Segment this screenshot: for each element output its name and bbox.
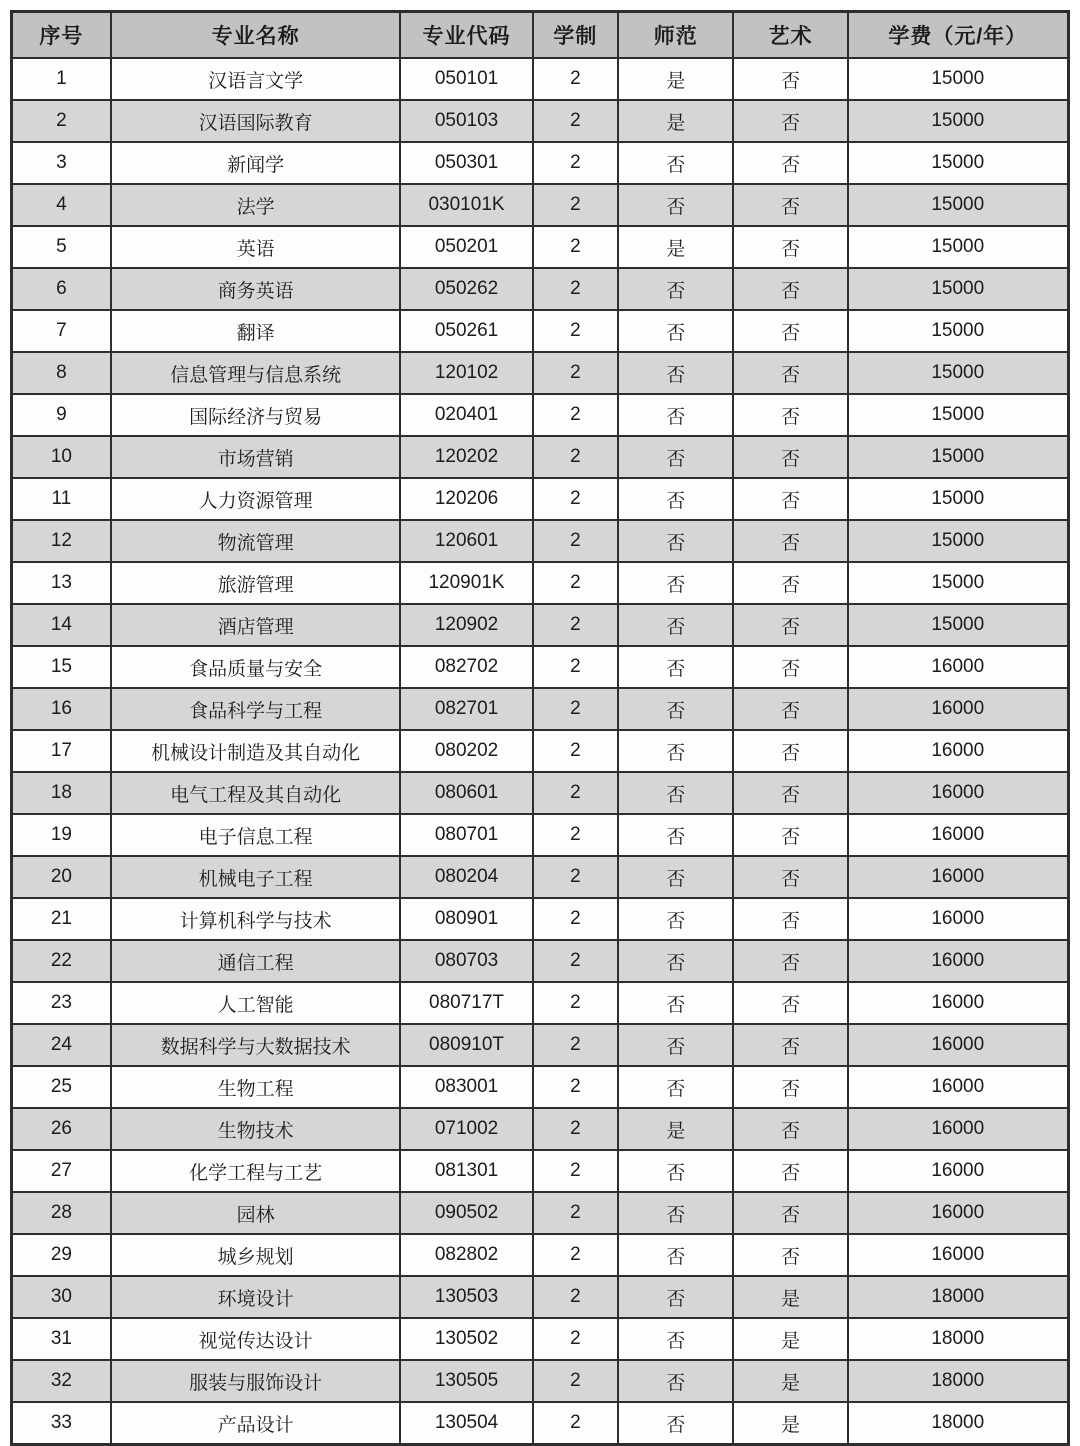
table-cell-art: 否 bbox=[733, 604, 847, 646]
table-cell-tuition: 16000 bbox=[848, 772, 1069, 814]
table-cell-art: 否 bbox=[733, 352, 847, 394]
table-cell-normal-education: 否 bbox=[618, 730, 733, 772]
table-cell-index: 3 bbox=[12, 142, 111, 184]
table-cell-duration: 2 bbox=[533, 1066, 619, 1108]
table-cell-duration: 2 bbox=[533, 604, 619, 646]
table-cell-major-code: 082701 bbox=[400, 688, 532, 730]
column-header-normal-education: 师范 bbox=[618, 12, 733, 59]
table-cell-duration: 2 bbox=[533, 898, 619, 940]
table-cell-duration: 2 bbox=[533, 688, 619, 730]
table-cell-art: 否 bbox=[733, 394, 847, 436]
table-cell-normal-education: 否 bbox=[618, 814, 733, 856]
column-header-duration: 学制 bbox=[533, 12, 619, 59]
table-cell-tuition: 16000 bbox=[848, 1066, 1069, 1108]
table-cell-duration: 2 bbox=[533, 1402, 619, 1445]
table-cell-index: 13 bbox=[12, 562, 111, 604]
table-cell-art: 否 bbox=[733, 520, 847, 562]
table-cell-major-code: 080717T bbox=[400, 982, 532, 1024]
table-cell-normal-education: 否 bbox=[618, 1024, 733, 1066]
table-row bbox=[12, 226, 1069, 268]
table-cell-major-name: 园林 bbox=[111, 1192, 401, 1234]
table-cell-art: 否 bbox=[733, 58, 847, 100]
table-cell-duration: 2 bbox=[533, 310, 619, 352]
table-cell-major-name: 通信工程 bbox=[111, 940, 401, 982]
table-cell-major-code: 120902 bbox=[400, 604, 532, 646]
table-cell-tuition: 16000 bbox=[848, 1234, 1069, 1276]
table-cell-major-code: 050101 bbox=[400, 58, 532, 100]
table-row bbox=[12, 1234, 1069, 1276]
table-cell-art: 否 bbox=[733, 898, 847, 940]
table-cell-normal-education: 否 bbox=[618, 856, 733, 898]
table-cell-art: 否 bbox=[733, 142, 847, 184]
table-row bbox=[12, 1192, 1069, 1234]
table-cell-index: 5 bbox=[12, 226, 111, 268]
table-cell-major-code: 071002 bbox=[400, 1108, 532, 1150]
table-cell-normal-education: 否 bbox=[618, 1234, 733, 1276]
table-cell-art: 否 bbox=[733, 1108, 847, 1150]
table-cell-normal-education: 否 bbox=[618, 562, 733, 604]
table-cell-major-code: 050262 bbox=[400, 268, 532, 310]
column-header-art: 艺术 bbox=[733, 12, 847, 59]
table-cell-major-code: 050301 bbox=[400, 142, 532, 184]
table-cell-index: 20 bbox=[12, 856, 111, 898]
table-cell-major-code: 081301 bbox=[400, 1150, 532, 1192]
table-cell-index: 14 bbox=[12, 604, 111, 646]
table-cell-duration: 2 bbox=[533, 1234, 619, 1276]
table-row bbox=[12, 436, 1069, 478]
table-cell-major-name: 服装与服饰设计 bbox=[111, 1360, 401, 1402]
table-cell-major-name: 新闻学 bbox=[111, 142, 401, 184]
table-cell-index: 1 bbox=[12, 58, 111, 100]
table-cell-index: 32 bbox=[12, 1360, 111, 1402]
table-cell-major-name: 法学 bbox=[111, 184, 401, 226]
table-cell-index: 6 bbox=[12, 268, 111, 310]
table-cell-major-name: 汉语言文学 bbox=[111, 58, 401, 100]
table-cell-duration: 2 bbox=[533, 100, 619, 142]
table-row bbox=[12, 730, 1069, 772]
table-cell-tuition: 15000 bbox=[848, 58, 1069, 100]
table-body bbox=[12, 58, 1069, 1445]
table-cell-tuition: 15000 bbox=[848, 268, 1069, 310]
table-cell-normal-education: 否 bbox=[618, 436, 733, 478]
table-cell-normal-education: 否 bbox=[618, 1066, 733, 1108]
table-cell-normal-education: 否 bbox=[618, 310, 733, 352]
table-cell-art: 否 bbox=[733, 226, 847, 268]
table-cell-normal-education: 否 bbox=[618, 520, 733, 562]
table-cell-normal-education: 否 bbox=[618, 898, 733, 940]
table-row bbox=[12, 898, 1069, 940]
table-cell-index: 18 bbox=[12, 772, 111, 814]
table-cell-index: 31 bbox=[12, 1318, 111, 1360]
table-cell-art: 否 bbox=[733, 100, 847, 142]
table-row bbox=[12, 604, 1069, 646]
table-cell-duration: 2 bbox=[533, 814, 619, 856]
table-cell-index: 2 bbox=[12, 100, 111, 142]
table-cell-major-name: 汉语国际教育 bbox=[111, 100, 401, 142]
table-cell-major-name: 物流管理 bbox=[111, 520, 401, 562]
table-cell-major-name: 英语 bbox=[111, 226, 401, 268]
table-row bbox=[12, 352, 1069, 394]
table-cell-tuition: 15000 bbox=[848, 394, 1069, 436]
table-cell-duration: 2 bbox=[533, 58, 619, 100]
table-cell-art: 否 bbox=[733, 562, 847, 604]
table-cell-major-code: 030101K bbox=[400, 184, 532, 226]
table-cell-duration: 2 bbox=[533, 436, 619, 478]
table-cell-major-code: 020401 bbox=[400, 394, 532, 436]
table-row bbox=[12, 646, 1069, 688]
table-cell-tuition: 18000 bbox=[848, 1360, 1069, 1402]
table-cell-tuition: 15000 bbox=[848, 436, 1069, 478]
table-cell-major-name: 化学工程与工艺 bbox=[111, 1150, 401, 1192]
table-cell-normal-education: 否 bbox=[618, 688, 733, 730]
table-cell-tuition: 15000 bbox=[848, 184, 1069, 226]
table-cell-tuition: 18000 bbox=[848, 1276, 1069, 1318]
table-row bbox=[12, 940, 1069, 982]
table-cell-index: 7 bbox=[12, 310, 111, 352]
table-cell-major-name: 人工智能 bbox=[111, 982, 401, 1024]
table-cell-major-name: 产品设计 bbox=[111, 1402, 401, 1445]
table-cell-duration: 2 bbox=[533, 520, 619, 562]
table-cell-major-code: 080202 bbox=[400, 730, 532, 772]
table-cell-tuition: 16000 bbox=[848, 1024, 1069, 1066]
table-cell-normal-education: 是 bbox=[618, 58, 733, 100]
table-cell-index: 17 bbox=[12, 730, 111, 772]
table-cell-art: 否 bbox=[733, 436, 847, 478]
table-cell-major-name: 城乡规划 bbox=[111, 1234, 401, 1276]
table-row bbox=[12, 394, 1069, 436]
table-cell-duration: 2 bbox=[533, 940, 619, 982]
table-cell-index: 28 bbox=[12, 1192, 111, 1234]
table-cell-tuition: 15000 bbox=[848, 352, 1069, 394]
table-cell-index: 27 bbox=[12, 1150, 111, 1192]
table-cell-normal-education: 是 bbox=[618, 226, 733, 268]
table-cell-normal-education: 否 bbox=[618, 1276, 733, 1318]
table-cell-art: 否 bbox=[733, 184, 847, 226]
table-row bbox=[12, 1150, 1069, 1192]
table-cell-major-code: 090502 bbox=[400, 1192, 532, 1234]
table-cell-duration: 2 bbox=[533, 1108, 619, 1150]
table-row bbox=[12, 1318, 1069, 1360]
table-cell-art: 否 bbox=[733, 730, 847, 772]
column-header-tuition: 学费（元/年） bbox=[848, 12, 1069, 59]
column-header-index: 序号 bbox=[12, 12, 111, 59]
table-row bbox=[12, 184, 1069, 226]
table-cell-major-name: 酒店管理 bbox=[111, 604, 401, 646]
table-cell-major-code: 120102 bbox=[400, 352, 532, 394]
table-row bbox=[12, 1276, 1069, 1318]
table-cell-index: 15 bbox=[12, 646, 111, 688]
table-cell-index: 33 bbox=[12, 1402, 111, 1445]
table-cell-index: 29 bbox=[12, 1234, 111, 1276]
table-cell-art: 是 bbox=[733, 1276, 847, 1318]
table-cell-major-name: 国际经济与贸易 bbox=[111, 394, 401, 436]
table-cell-normal-education: 是 bbox=[618, 100, 733, 142]
table-cell-art: 否 bbox=[733, 478, 847, 520]
table-cell-major-name: 商务英语 bbox=[111, 268, 401, 310]
table-cell-major-name: 市场营销 bbox=[111, 436, 401, 478]
table-cell-tuition: 16000 bbox=[848, 898, 1069, 940]
table-cell-normal-education: 否 bbox=[618, 352, 733, 394]
table-cell-duration: 2 bbox=[533, 772, 619, 814]
table-cell-duration: 2 bbox=[533, 1276, 619, 1318]
table-cell-tuition: 16000 bbox=[848, 646, 1069, 688]
table-cell-major-name: 食品科学与工程 bbox=[111, 688, 401, 730]
table-row bbox=[12, 772, 1069, 814]
table-cell-major-name: 电子信息工程 bbox=[111, 814, 401, 856]
table-cell-tuition: 15000 bbox=[848, 100, 1069, 142]
table-cell-major-code: 130502 bbox=[400, 1318, 532, 1360]
table-cell-art: 是 bbox=[733, 1360, 847, 1402]
table-row bbox=[12, 1024, 1069, 1066]
table-cell-duration: 2 bbox=[533, 1024, 619, 1066]
table-cell-major-name: 机械电子工程 bbox=[111, 856, 401, 898]
table-cell-major-name: 信息管理与信息系统 bbox=[111, 352, 401, 394]
table-cell-major-code: 120202 bbox=[400, 436, 532, 478]
table-cell-major-code: 083001 bbox=[400, 1066, 532, 1108]
table-cell-major-code: 080910T bbox=[400, 1024, 532, 1066]
table-cell-major-name: 电气工程及其自动化 bbox=[111, 772, 401, 814]
table-cell-art: 否 bbox=[733, 1234, 847, 1276]
table-header-row bbox=[12, 12, 1069, 59]
table-cell-normal-education: 是 bbox=[618, 1108, 733, 1150]
table-cell-normal-education: 否 bbox=[618, 982, 733, 1024]
table-row bbox=[12, 100, 1069, 142]
table-cell-normal-education: 否 bbox=[618, 646, 733, 688]
table-row bbox=[12, 1066, 1069, 1108]
table-cell-normal-education: 否 bbox=[618, 394, 733, 436]
table-cell-art: 否 bbox=[733, 940, 847, 982]
table-cell-duration: 2 bbox=[533, 226, 619, 268]
table-cell-tuition: 15000 bbox=[848, 478, 1069, 520]
table-cell-duration: 2 bbox=[533, 1150, 619, 1192]
table-cell-major-name: 人力资源管理 bbox=[111, 478, 401, 520]
table-cell-tuition: 16000 bbox=[848, 940, 1069, 982]
table-cell-art: 否 bbox=[733, 1024, 847, 1066]
table-cell-major-code: 130503 bbox=[400, 1276, 532, 1318]
column-header-major-name: 专业名称 bbox=[111, 12, 401, 59]
table-cell-index: 4 bbox=[12, 184, 111, 226]
table-cell-tuition: 15000 bbox=[848, 142, 1069, 184]
table-cell-duration: 2 bbox=[533, 856, 619, 898]
table-cell-duration: 2 bbox=[533, 1318, 619, 1360]
table-cell-index: 30 bbox=[12, 1276, 111, 1318]
table-cell-major-code: 080901 bbox=[400, 898, 532, 940]
table-cell-duration: 2 bbox=[533, 1360, 619, 1402]
majors-tuition-table bbox=[10, 10, 1070, 1446]
table-row bbox=[12, 268, 1069, 310]
table-row bbox=[12, 1360, 1069, 1402]
table-row bbox=[12, 1402, 1069, 1445]
table-row bbox=[12, 142, 1069, 184]
table-cell-normal-education: 否 bbox=[618, 478, 733, 520]
table-cell-normal-education: 否 bbox=[618, 604, 733, 646]
table-cell-art: 否 bbox=[733, 982, 847, 1024]
table-row bbox=[12, 982, 1069, 1024]
table-cell-major-code: 050261 bbox=[400, 310, 532, 352]
table-row bbox=[12, 478, 1069, 520]
table-cell-index: 10 bbox=[12, 436, 111, 478]
table-cell-major-code: 080703 bbox=[400, 940, 532, 982]
table-cell-duration: 2 bbox=[533, 1192, 619, 1234]
table-cell-art: 否 bbox=[733, 646, 847, 688]
table-row bbox=[12, 1108, 1069, 1150]
table-cell-major-code: 120601 bbox=[400, 520, 532, 562]
table-cell-normal-education: 否 bbox=[618, 940, 733, 982]
table-cell-major-name: 生物技术 bbox=[111, 1108, 401, 1150]
table-cell-major-name: 数据科学与大数据技术 bbox=[111, 1024, 401, 1066]
table-cell-normal-education: 否 bbox=[618, 1360, 733, 1402]
table-cell-tuition: 18000 bbox=[848, 1402, 1069, 1445]
table-row bbox=[12, 856, 1069, 898]
table-row bbox=[12, 520, 1069, 562]
table-cell-index: 8 bbox=[12, 352, 111, 394]
table-cell-normal-education: 否 bbox=[618, 1192, 733, 1234]
table-cell-index: 23 bbox=[12, 982, 111, 1024]
table-row bbox=[12, 814, 1069, 856]
table-cell-major-name: 机械设计制造及其自动化 bbox=[111, 730, 401, 772]
table-cell-tuition: 16000 bbox=[848, 1150, 1069, 1192]
table-cell-major-name: 环境设计 bbox=[111, 1276, 401, 1318]
table-cell-normal-education: 否 bbox=[618, 1402, 733, 1445]
table-cell-art: 否 bbox=[733, 1150, 847, 1192]
table-cell-tuition: 16000 bbox=[848, 856, 1069, 898]
table-cell-index: 24 bbox=[12, 1024, 111, 1066]
table-cell-tuition: 15000 bbox=[848, 562, 1069, 604]
table-cell-tuition: 16000 bbox=[848, 814, 1069, 856]
table-cell-index: 21 bbox=[12, 898, 111, 940]
table-cell-normal-education: 否 bbox=[618, 1150, 733, 1192]
table-cell-duration: 2 bbox=[533, 562, 619, 604]
table-cell-tuition: 16000 bbox=[848, 1108, 1069, 1150]
table-cell-duration: 2 bbox=[533, 646, 619, 688]
table-cell-tuition: 15000 bbox=[848, 310, 1069, 352]
table-cell-tuition: 15000 bbox=[848, 226, 1069, 268]
table-cell-tuition: 16000 bbox=[848, 688, 1069, 730]
table-cell-art: 否 bbox=[733, 1066, 847, 1108]
table-cell-art: 否 bbox=[733, 772, 847, 814]
table-cell-index: 11 bbox=[12, 478, 111, 520]
table-cell-major-code: 120206 bbox=[400, 478, 532, 520]
table-cell-major-name: 计算机科学与技术 bbox=[111, 898, 401, 940]
table-cell-duration: 2 bbox=[533, 352, 619, 394]
table-cell-major-code: 080701 bbox=[400, 814, 532, 856]
table-cell-major-name: 旅游管理 bbox=[111, 562, 401, 604]
table-cell-major-code: 080601 bbox=[400, 772, 532, 814]
table-cell-normal-education: 否 bbox=[618, 184, 733, 226]
column-header-major-code: 专业代码 bbox=[400, 12, 532, 59]
table-cell-art: 是 bbox=[733, 1318, 847, 1360]
table-cell-tuition: 15000 bbox=[848, 604, 1069, 646]
table-cell-duration: 2 bbox=[533, 730, 619, 772]
table-cell-major-code: 130504 bbox=[400, 1402, 532, 1445]
table-cell-index: 25 bbox=[12, 1066, 111, 1108]
table-cell-tuition: 18000 bbox=[848, 1318, 1069, 1360]
table-cell-major-code: 130505 bbox=[400, 1360, 532, 1402]
table-cell-major-name: 生物工程 bbox=[111, 1066, 401, 1108]
table-cell-duration: 2 bbox=[533, 982, 619, 1024]
table-cell-major-name: 视觉传达设计 bbox=[111, 1318, 401, 1360]
table-row bbox=[12, 310, 1069, 352]
table-row bbox=[12, 562, 1069, 604]
table-cell-duration: 2 bbox=[533, 394, 619, 436]
table-cell-art: 否 bbox=[733, 688, 847, 730]
table-cell-major-name: 食品质量与安全 bbox=[111, 646, 401, 688]
table-cell-major-name: 翻译 bbox=[111, 310, 401, 352]
table-cell-tuition: 16000 bbox=[848, 1192, 1069, 1234]
table-cell-duration: 2 bbox=[533, 142, 619, 184]
table-cell-tuition: 16000 bbox=[848, 982, 1069, 1024]
table-cell-major-code: 050201 bbox=[400, 226, 532, 268]
table-cell-tuition: 16000 bbox=[848, 730, 1069, 772]
table-cell-duration: 2 bbox=[533, 478, 619, 520]
table-cell-art: 否 bbox=[733, 268, 847, 310]
table-cell-tuition: 15000 bbox=[848, 520, 1069, 562]
table-cell-duration: 2 bbox=[533, 184, 619, 226]
table-cell-index: 26 bbox=[12, 1108, 111, 1150]
table-cell-index: 19 bbox=[12, 814, 111, 856]
table-cell-art: 是 bbox=[733, 1402, 847, 1445]
table-cell-major-code: 082702 bbox=[400, 646, 532, 688]
table-cell-art: 否 bbox=[733, 814, 847, 856]
table-cell-index: 9 bbox=[12, 394, 111, 436]
table-cell-major-code: 050103 bbox=[400, 100, 532, 142]
table-row bbox=[12, 688, 1069, 730]
table-cell-major-code: 082802 bbox=[400, 1234, 532, 1276]
table-cell-art: 否 bbox=[733, 856, 847, 898]
table-cell-index: 22 bbox=[12, 940, 111, 982]
table-cell-major-code: 080204 bbox=[400, 856, 532, 898]
table-cell-index: 12 bbox=[12, 520, 111, 562]
table-cell-normal-education: 否 bbox=[618, 1318, 733, 1360]
table-cell-normal-education: 否 bbox=[618, 772, 733, 814]
table-cell-art: 否 bbox=[733, 1192, 847, 1234]
table-cell-index: 16 bbox=[12, 688, 111, 730]
table-cell-major-code: 120901K bbox=[400, 562, 532, 604]
table-row bbox=[12, 58, 1069, 100]
table-cell-normal-education: 否 bbox=[618, 268, 733, 310]
table-cell-art: 否 bbox=[733, 310, 847, 352]
table-cell-normal-education: 否 bbox=[618, 142, 733, 184]
table-cell-duration: 2 bbox=[533, 268, 619, 310]
